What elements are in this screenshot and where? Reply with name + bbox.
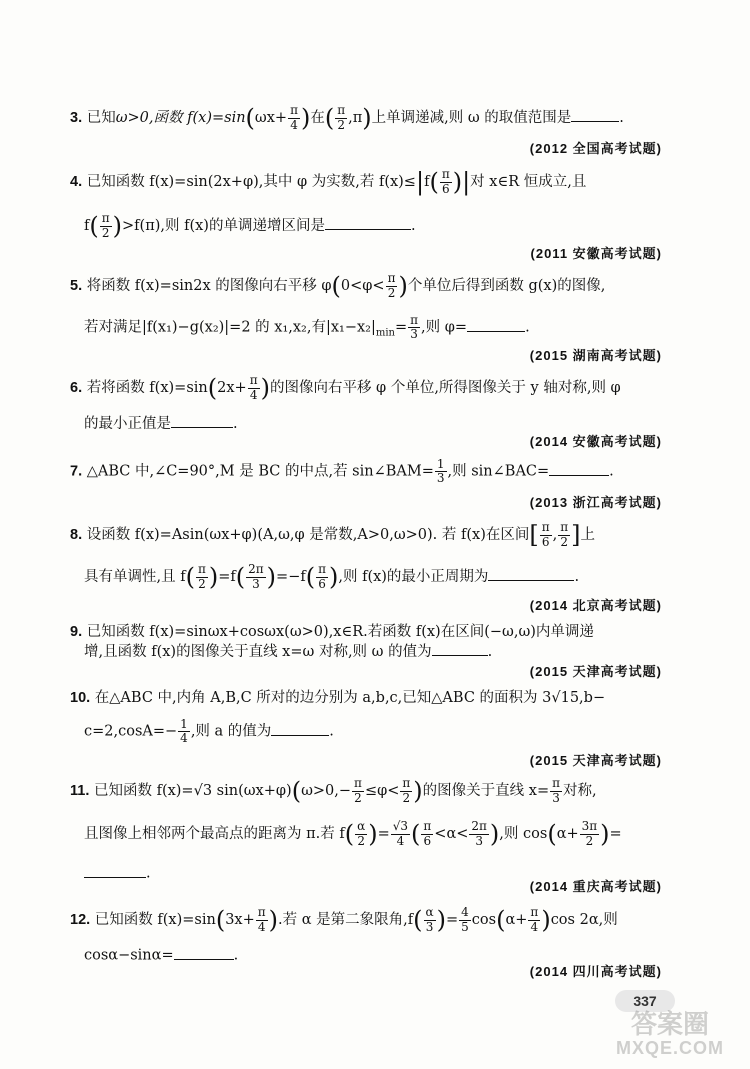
problem-9: 9. 已知函数 f(x)=sinωx+cosωx(ω>0),x∈R.若函数 f(x)在区间(−ω,ω)内单调递 — [70, 624, 594, 640]
page-number: 337 — [615, 990, 675, 1012]
source-citation: (2015 天津高考试题) — [529, 753, 662, 768]
answer-blank — [488, 566, 574, 582]
problem-10: 10. 在△ABC 中,内角 A,B,C 所对的边分别为 a,b,c,已知△ABC 的面积为 3√15,b− — [70, 690, 606, 706]
source-citation: (2014 北京高考试题) — [529, 598, 662, 613]
problem-7: 7. △ABC 中,∠C=90°,M 是 BC 的中点,若 sin∠BAM= $\frac{1}{3}$ ,则 sin∠BAC= . — [70, 457, 614, 486]
problem-12-line-2: cosα−sinα= . — [84, 944, 674, 964]
answer-blank — [571, 107, 619, 123]
answer-blank — [325, 215, 411, 231]
problem-4-line-2: f( $\frac{\pi}{2}$ )>f(π),则 f(x)的单调递增区间是 . — [84, 211, 416, 240]
problem-8: 8. 设函数 f(x)=Asin(ωx+φ)(A,ω,φ 是常数,A>0,ω>0). 若 f(x)在区间[ $\frac{\pi}{6}$ , $\frac{\pi}{2}$ ]上 — [70, 520, 596, 549]
problem-12: 12. 已知函数 f(x)=sin(3x+ $\frac{\pi}{4}$ ).若 α 是第二象限角,f( $\frac{\alpha}{3}$ )= $\frac{4}{5}$ cos(α+ $\frac{\pi}{4}$ )cos 2α,则 — [70, 905, 618, 934]
source-citation: (2013 浙江高考试题) — [529, 495, 662, 510]
problem-5: 5. 将函数 f(x)=sin2x 的图像向右平移 φ(0<φ< $\frac{\pi}{2}$ )个单位后得到函数 g(x)的图像, — [70, 271, 606, 300]
source-citation: (2014 重庆高考试题) — [529, 879, 662, 894]
problem-3: 3. 已知ω>0,函数 f(x)=sin(ωx+ $\frac{\pi}{4}$ )在( $\frac{\pi}{2}$ ,π)上单调递减,则 ω 的取值范围是 . — [70, 103, 624, 132]
problem-number: 3. — [70, 110, 83, 126]
problem-6-line-2: 的最小正值是 . — [84, 412, 674, 433]
problem-8-line-2: 具有单调性,且 f( $\frac{\pi}{2}$ )=f( $\frac{2\pi}{3}$ )=−f( $\frac{\pi}{6}$ ),则 f(x)的最小正周期为 . — [84, 562, 580, 591]
source-citation: (2012 全国高考试题) — [529, 141, 662, 156]
problem-6: 6. 若将函数 f(x)=sin(2x+ $\frac{\pi}{4}$ )的图像向右平移 φ 个单位,所得图像关于 y 轴对称,则 φ — [70, 373, 621, 402]
problem-9-line-2: 增,且函数 f(x)的图像关于直线 x=ω 对称,则 ω 的值为 . — [84, 640, 674, 661]
answer-blank — [432, 641, 488, 657]
answer-blank — [467, 316, 525, 332]
watermark-logo: 答案圈 MXQE.COM — [615, 1009, 724, 1058]
source-citation: (2015 天津高考试题) — [529, 664, 662, 679]
source-citation: (2014 安徽高考试题) — [529, 434, 662, 449]
source-citation: (2015 湖南高考试题) — [529, 348, 662, 363]
problem-11: 11. 已知函数 f(x)=√3 sin(ωx+φ)(ω>0,− $\frac{\pi}{2}$ ≤φ< $\frac{\pi}{2}$ )的图像关于直线 x= $\frac{\pi}{3}$ 对称, — [70, 776, 597, 805]
answer-blank — [171, 413, 233, 429]
problem-5-line-2: 若对满足|f(x₁)−g(x₂)|=2 的 x₁,x₂,有$|x_1-x_2|_{min}=$ $\frac{\pi}{3}$ ,则 φ= . — [84, 313, 530, 342]
problem-11-line-2: 且图像上相邻两个最高点的距离为 π.若 f( $\frac{\alpha}{2}$ )= $\frac{√3}{4}$ ( $\frac{\pi}{6}$ <α< $\frac{2\pi}{3}$ ),则 cos(α+ $\frac{3\pi}{2}$ )= — [84, 819, 622, 848]
source-citation: (2011 安徽高考试题) — [530, 246, 662, 261]
answer-blank — [549, 460, 609, 476]
fraction: $\frac{\pi}{4}$ — [290, 103, 298, 132]
answer-blank — [84, 862, 146, 878]
source-citation: (2014 四川高考试题) — [529, 964, 662, 979]
answer-blank — [174, 944, 234, 960]
problem-4: 4. 已知函数 f(x)=sin(2x+φ),其中 φ 为实数,若 f(x)≤|f( $\frac{\pi}{6}$ )|对 x∈R 恒成立,且 — [70, 167, 587, 196]
problem-11-line-3: . — [84, 862, 674, 882]
problem-10-line-2: c=2,cosA=− $\frac{1}{4}$ ,则 a 的值为 . — [84, 717, 334, 746]
answer-blank — [271, 720, 329, 736]
fraction: $\frac{\pi}{2}$ — [337, 103, 346, 132]
